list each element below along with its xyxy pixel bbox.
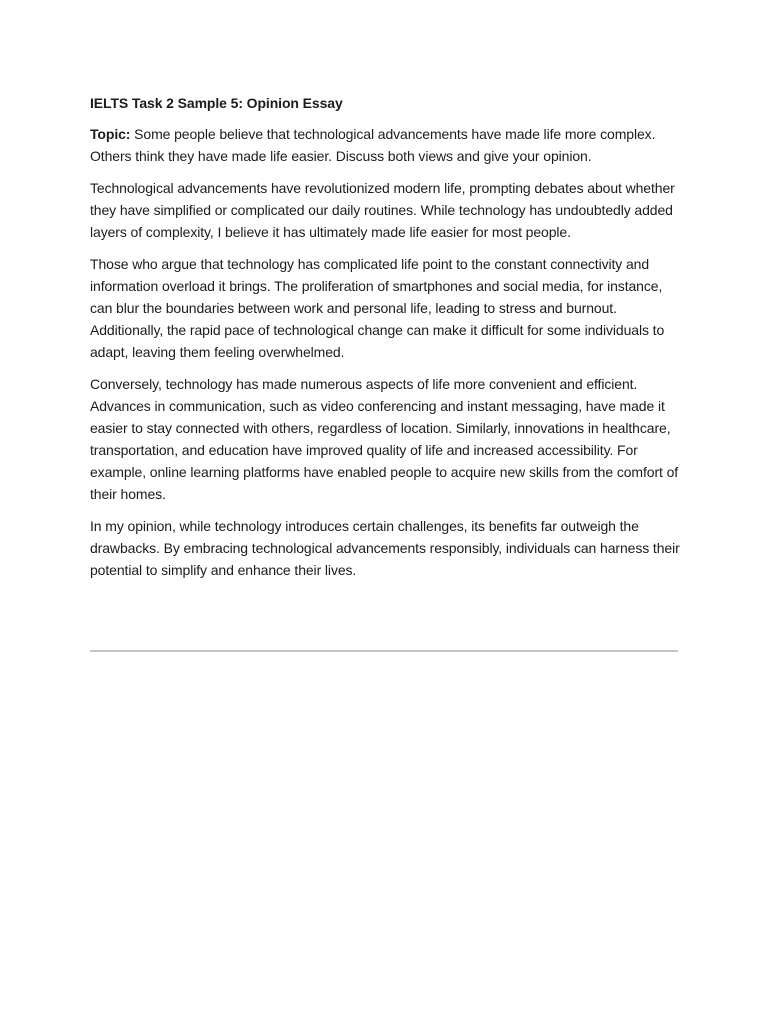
essay-title: IELTS Task 2 Sample 5: Opinion Essay [90,95,343,111]
essay-paragraph-introduction: Technological advancements have revolutionized modern life, prompting debates about whether they have simplified or complicated our daily routines. While technology has undoubtedly added layers of complexity, I believe it has ultimately made life easier for most people. [90,180,675,240]
essay-paragraph-easier-view: Conversely, technology has made numerous aspects of life more convenient and efficient. Advances in communication, such as video conferencing and instant messaging, have made it easier to stay connected with others, regardless of location. Similarly, innovations in healthcare, transportation, and education have improved quality of life and increased accessibility. For example, online learning platforms have enabled people to acquire new skills from the comfort of their homes. [90,376,679,502]
topic-label: Topic: [90,126,131,142]
topic-paragraph [90,123,680,167]
essay-paragraph-conclusion: In my opinion, while technology introduces certain challenges, its benefits far outweigh the drawbacks. By embracing technological advancements responsibly, individuals can harness their potential to simplify and enhance their lives. [90,518,680,578]
document-body [90,93,680,591]
essay-paragraph-complex-view: Those who argue that technology has complicated life point to the constant connectivity and information overload it brings. The proliferation of smartphones and social media, for instance, can blur the boundaries between work and personal life, leading to stress and burnout. Additionally, the rapid pace of technological change can make it difficult for some individuals to adapt, leaving them feeling overwhelmed. [90,256,665,360]
topic-text: Some people believe that technological advancements have made life more complex. Others think they have made life easier. Discuss both views and give your opinion. [90,126,656,164]
section-divider [90,650,678,652]
